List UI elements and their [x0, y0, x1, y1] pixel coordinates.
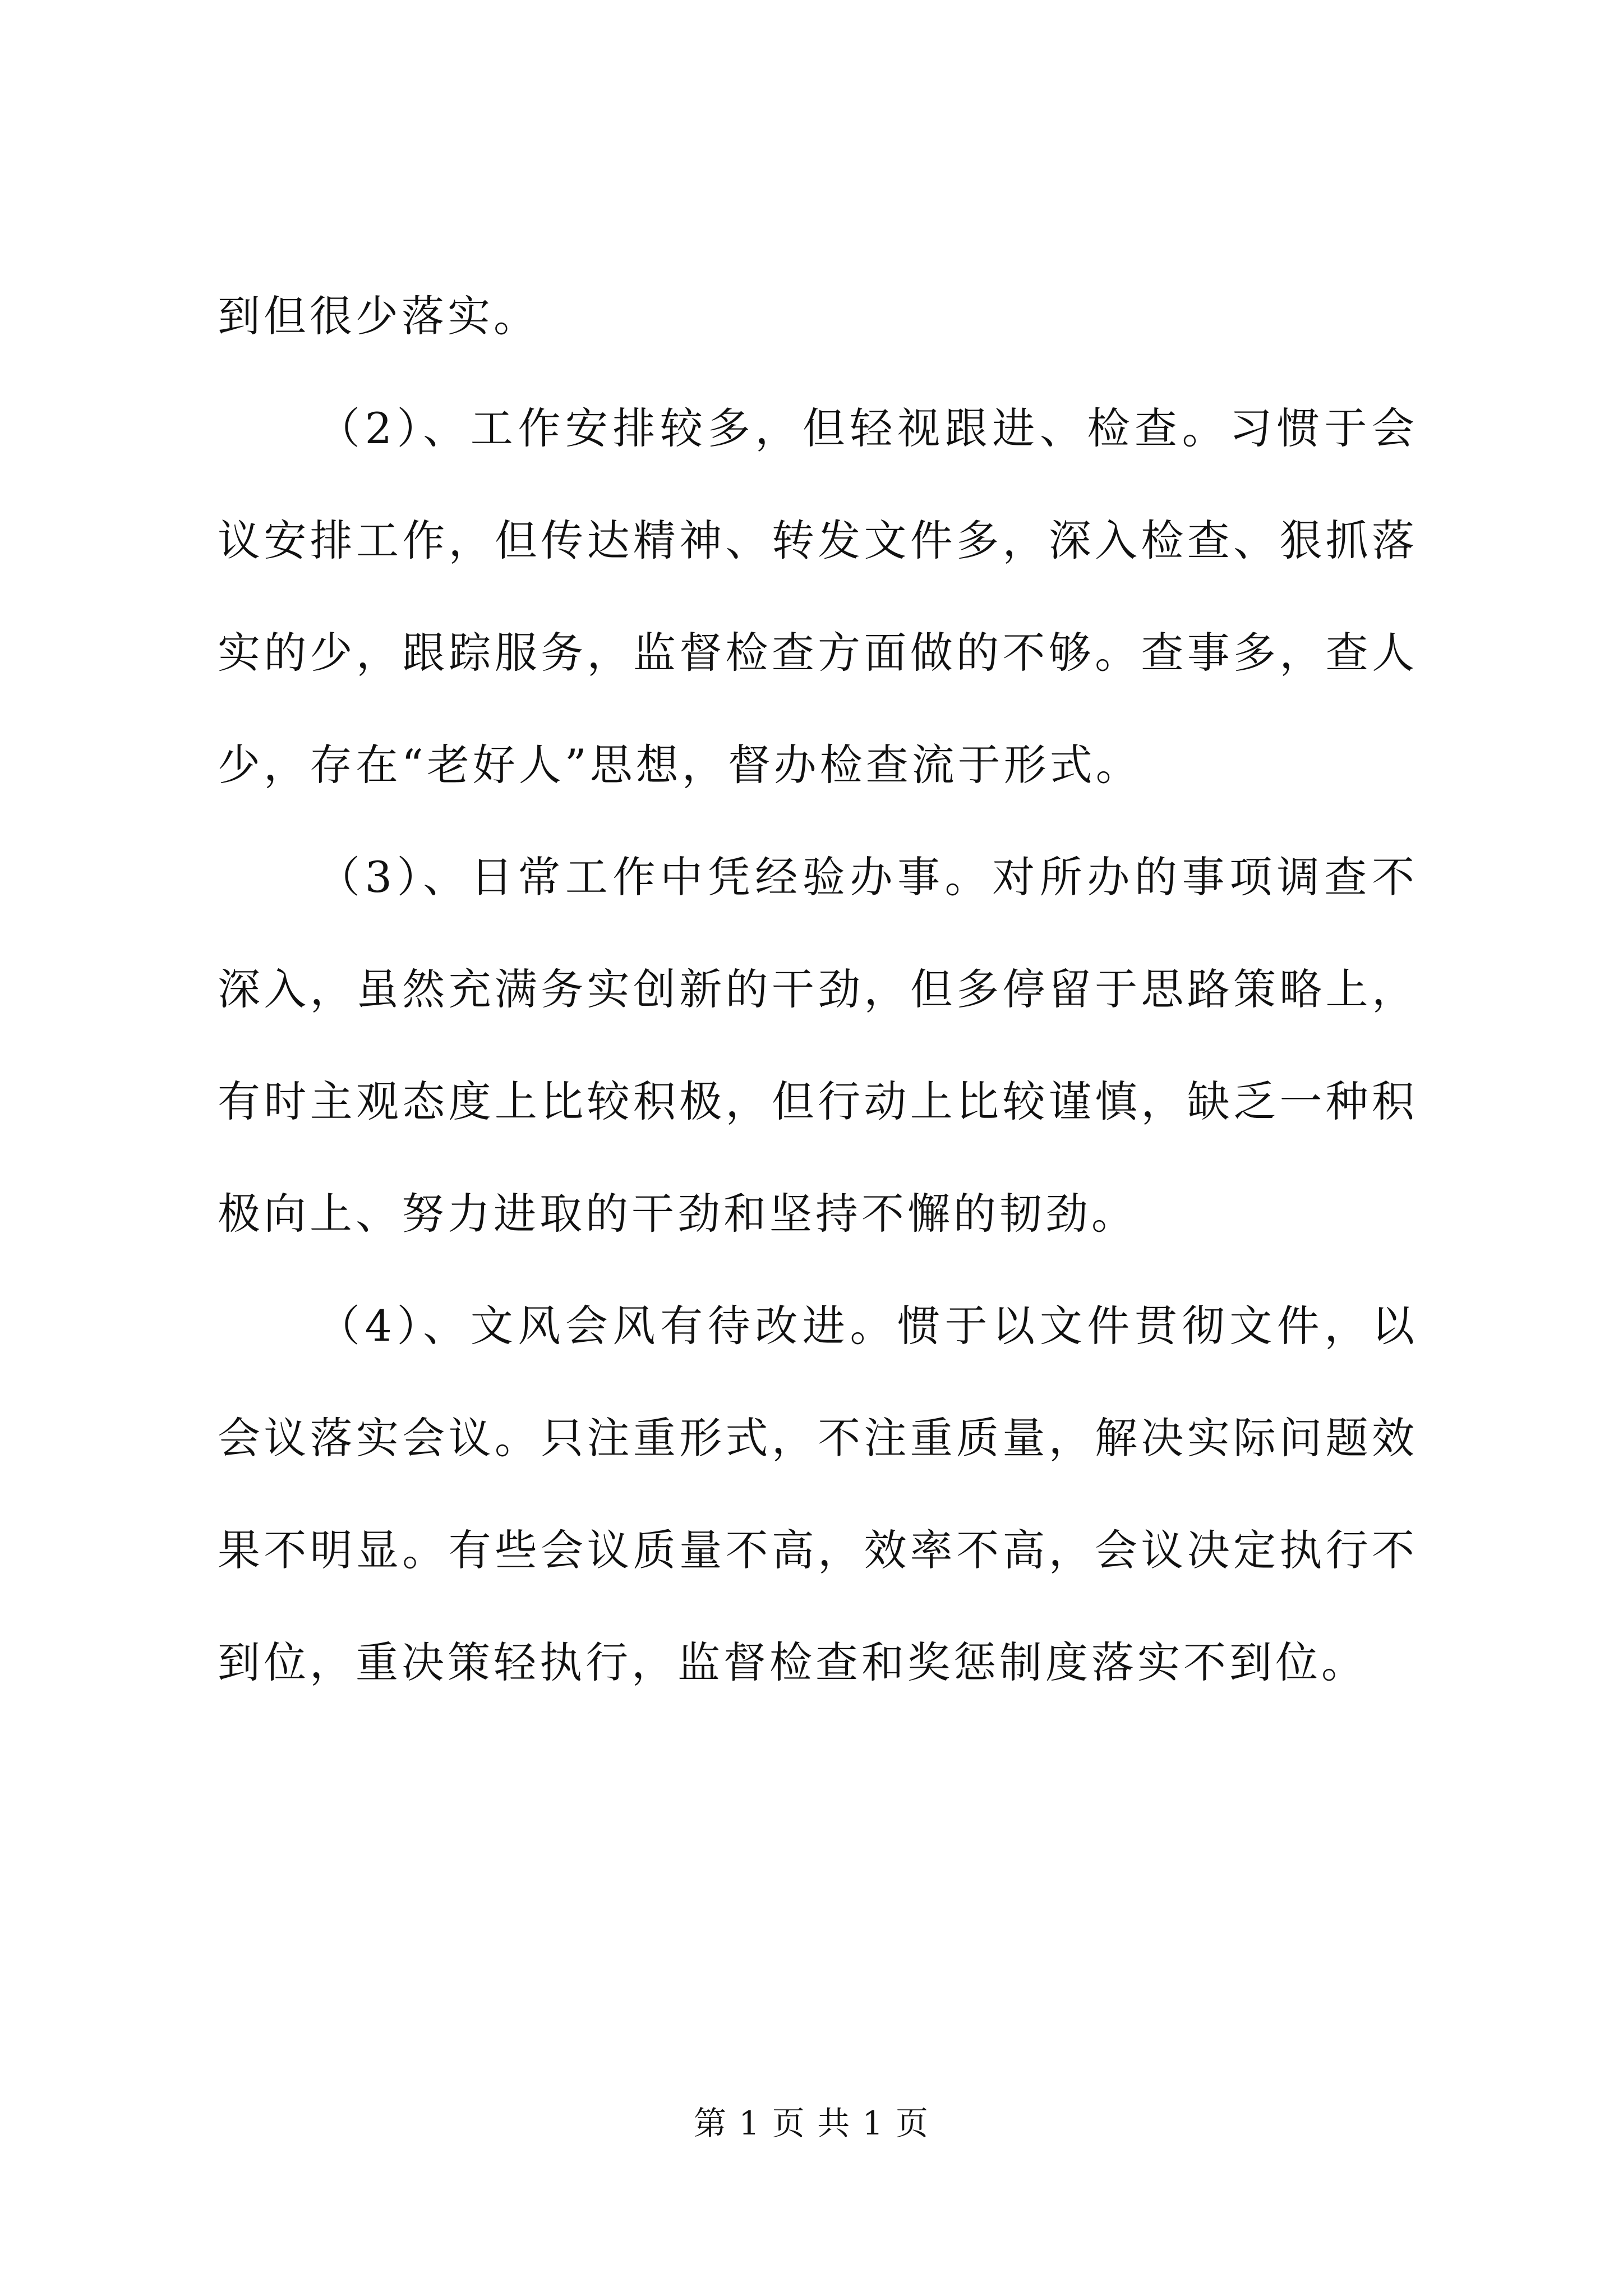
paragraph-item-4: （4）、文风会风有待改进。惯于以文件贯彻文件，以会议落实会议。只注重形式，不注重质量，解决实际问题效果不明显。有些会议质量不高，效率不高，会议决定执行不到位，重决策轻执行，监督检查和奖惩制度落实不到位。	[218, 1301, 1418, 1687]
paragraph-continuation: 到但很少落实。	[218, 291, 540, 341]
document-body	[218, 260, 1418, 1719]
paragraph-item-2: （2）、工作安排较多，但轻视跟进、检查。习惯于会议安排工作，但传达精神、转发文件多，深入检查、狠抓落实的少，跟踪服务，监督检查方面做的不够。查事多，查人少，存在“老好人”思想，督办检查流于形式。	[218, 403, 1418, 790]
paragraph-item-3: （3）、日常工作中凭经验办事。对所办的事项调查不深入，虽然充满务实创新的干劲，但多停留于思路策略上，有时主观态度上比较积极，但行动上比较谨慎，缺乏一种积极向上、努力进取的干劲和坚持不懈的韧劲。	[218, 852, 1418, 1239]
page-footer: 第 1 页 共 1 页	[694, 2104, 929, 2142]
